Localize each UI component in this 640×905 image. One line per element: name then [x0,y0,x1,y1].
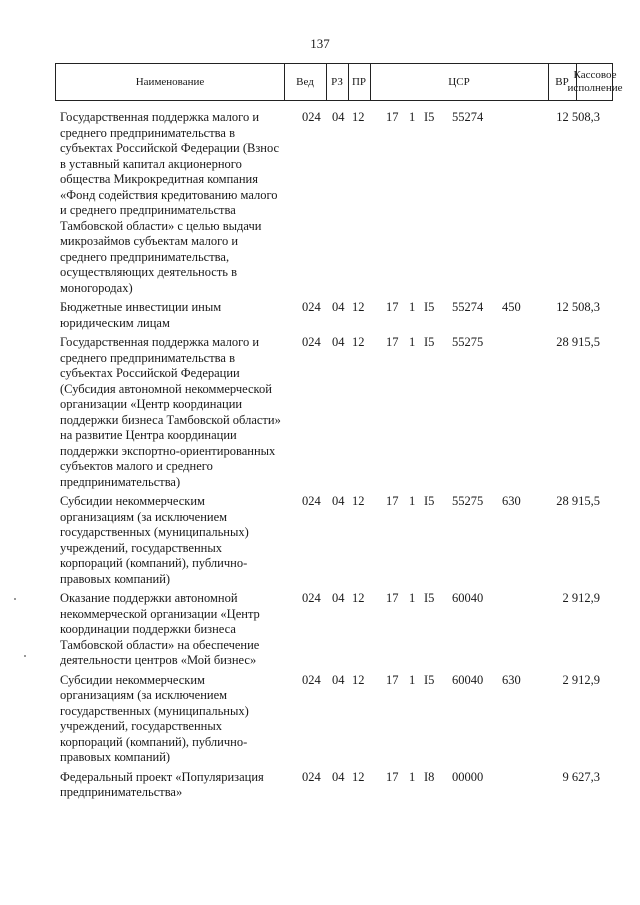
header-ved: Вед [296,75,314,88]
row-csr-event: I5 [424,300,435,314]
row-sum: 2 912,9 [562,591,600,605]
row-sum: 28 915,5 [556,335,600,349]
table-row [60,494,620,587]
row-rz: 04 [332,110,345,124]
header-vr: ВР [555,75,569,88]
header-csr: ЦСР [448,75,470,88]
row-name: Бюджетные инвестиции иным юридическим лицам [60,300,222,330]
row-csr-direction: 55274 [452,110,484,124]
row-csr-type: 1 [409,300,416,314]
row-csr-program: 17 [386,591,399,605]
row-csr-program: 17 [386,672,399,687]
scan-speck [14,598,16,600]
row-csr-type: 1 [409,769,416,784]
row-csr-direction: 00000 [452,769,484,784]
row-pr: 12 [352,300,365,314]
row-name: Субсидии некоммерческим организациям (за исключением государственных (муниципальных) учреждений, государственных корпораций (компаний), публично-правовых компаний) [60,672,249,764]
row-name: Субсидии некоммерческим организациям (за исключением государственных (муниципальных) учреждений, государственных корпораций (компаний), публично-правовых компаний) [60,494,249,586]
table-row [60,770,620,801]
row-pr: 12 [352,591,365,605]
header-pr: ПР [351,75,367,88]
row-sum: 12 508,3 [556,300,600,314]
row-rz: 04 [332,769,345,784]
row-csr-event: I5 [424,672,435,687]
row-csr-type: 1 [409,110,416,124]
table-row [60,300,620,331]
row-sum: 2 912,9 [562,672,600,687]
row-ved: 024 [302,494,321,508]
row-ved: 024 [302,335,321,349]
row-csr-event: I5 [424,110,435,124]
row-csr-event: I5 [424,591,435,605]
table-row [60,591,620,669]
scan-speck [24,655,26,657]
row-csr-event: I5 [424,494,435,508]
row-ved: 024 [302,591,321,605]
header-sum: Кассовое исполнение [567,69,623,94]
row-rz: 04 [332,300,345,314]
row-vr: 450 [502,300,521,314]
table-row [60,673,620,766]
row-pr: 12 [352,110,365,124]
row-rz: 04 [332,494,345,508]
row-ved: 024 [302,110,321,124]
row-ved: 024 [302,672,321,687]
table-row [60,335,620,490]
row-csr-direction: 60040 [452,591,484,605]
table-body [60,110,620,805]
row-ved: 024 [302,300,321,314]
row-vr: 630 [502,672,521,687]
row-name: Оказание поддержки автономной некоммерческой организации «Центр координации поддержки бизнеса Тамбовской области» на обеспечение деятельности центров «Мой бизнес» [60,591,260,667]
header-name: Наименование [135,75,205,88]
row-sum: 12 508,3 [556,110,600,124]
row-csr-direction: 60040 [452,672,484,687]
table-header [55,63,623,101]
row-csr-direction: 55275 [452,494,484,508]
row-csr-direction: 55275 [452,335,484,349]
row-csr-type: 1 [409,672,416,687]
row-rz: 04 [332,335,345,349]
header-rz: РЗ [331,75,343,88]
row-csr-program: 17 [386,335,399,349]
row-pr: 12 [352,335,365,349]
row-csr-event: I8 [424,769,435,784]
row-sum: 9 627,3 [562,769,600,784]
table-row [60,110,620,296]
row-csr-type: 1 [409,494,416,508]
row-vr: 630 [502,494,521,508]
row-name: Государственная поддержка малого и среднего предпринимательства в субъектах Российской Федерации (Субсидия автономной некоммерческой организации «Центр координации поддержки бизнеса Тамбовской области» на развитие Центра координации поддержки экспортно-ориентированных субъектов малого и среднего предпринимательства) [60,335,281,489]
row-rz: 04 [332,591,345,605]
row-pr: 12 [352,494,365,508]
row-csr-type: 1 [409,335,416,349]
row-csr-program: 17 [386,769,399,784]
row-sum: 28 915,5 [556,494,600,508]
row-pr: 12 [352,769,365,784]
row-csr-program: 17 [386,300,399,314]
row-csr-type: 1 [409,591,416,605]
row-csr-program: 17 [386,110,399,124]
row-csr-direction: 55274 [452,300,484,314]
row-name: Федеральный проект «Популяризация предпринимательства» [60,769,264,799]
row-rz: 04 [332,672,345,687]
row-csr-event: I5 [424,335,435,349]
row-ved: 024 [302,769,321,784]
row-pr: 12 [352,672,365,687]
row-name: Государственная поддержка малого и среднего предпринимательства в субъектах Российской Федерации (Взнос в уставный капитал акционерного общества Микрокредитная компания «Фонд содействия кредитованию малого и среднего предпринимательства Тамбовской области» с целью выдачи микрозаймов субъектам малого и среднего предпринимательства, осуществляющих деятельность в моногородах) [60,110,280,295]
page-number: 137 [310,36,330,51]
row-csr-program: 17 [386,494,399,508]
